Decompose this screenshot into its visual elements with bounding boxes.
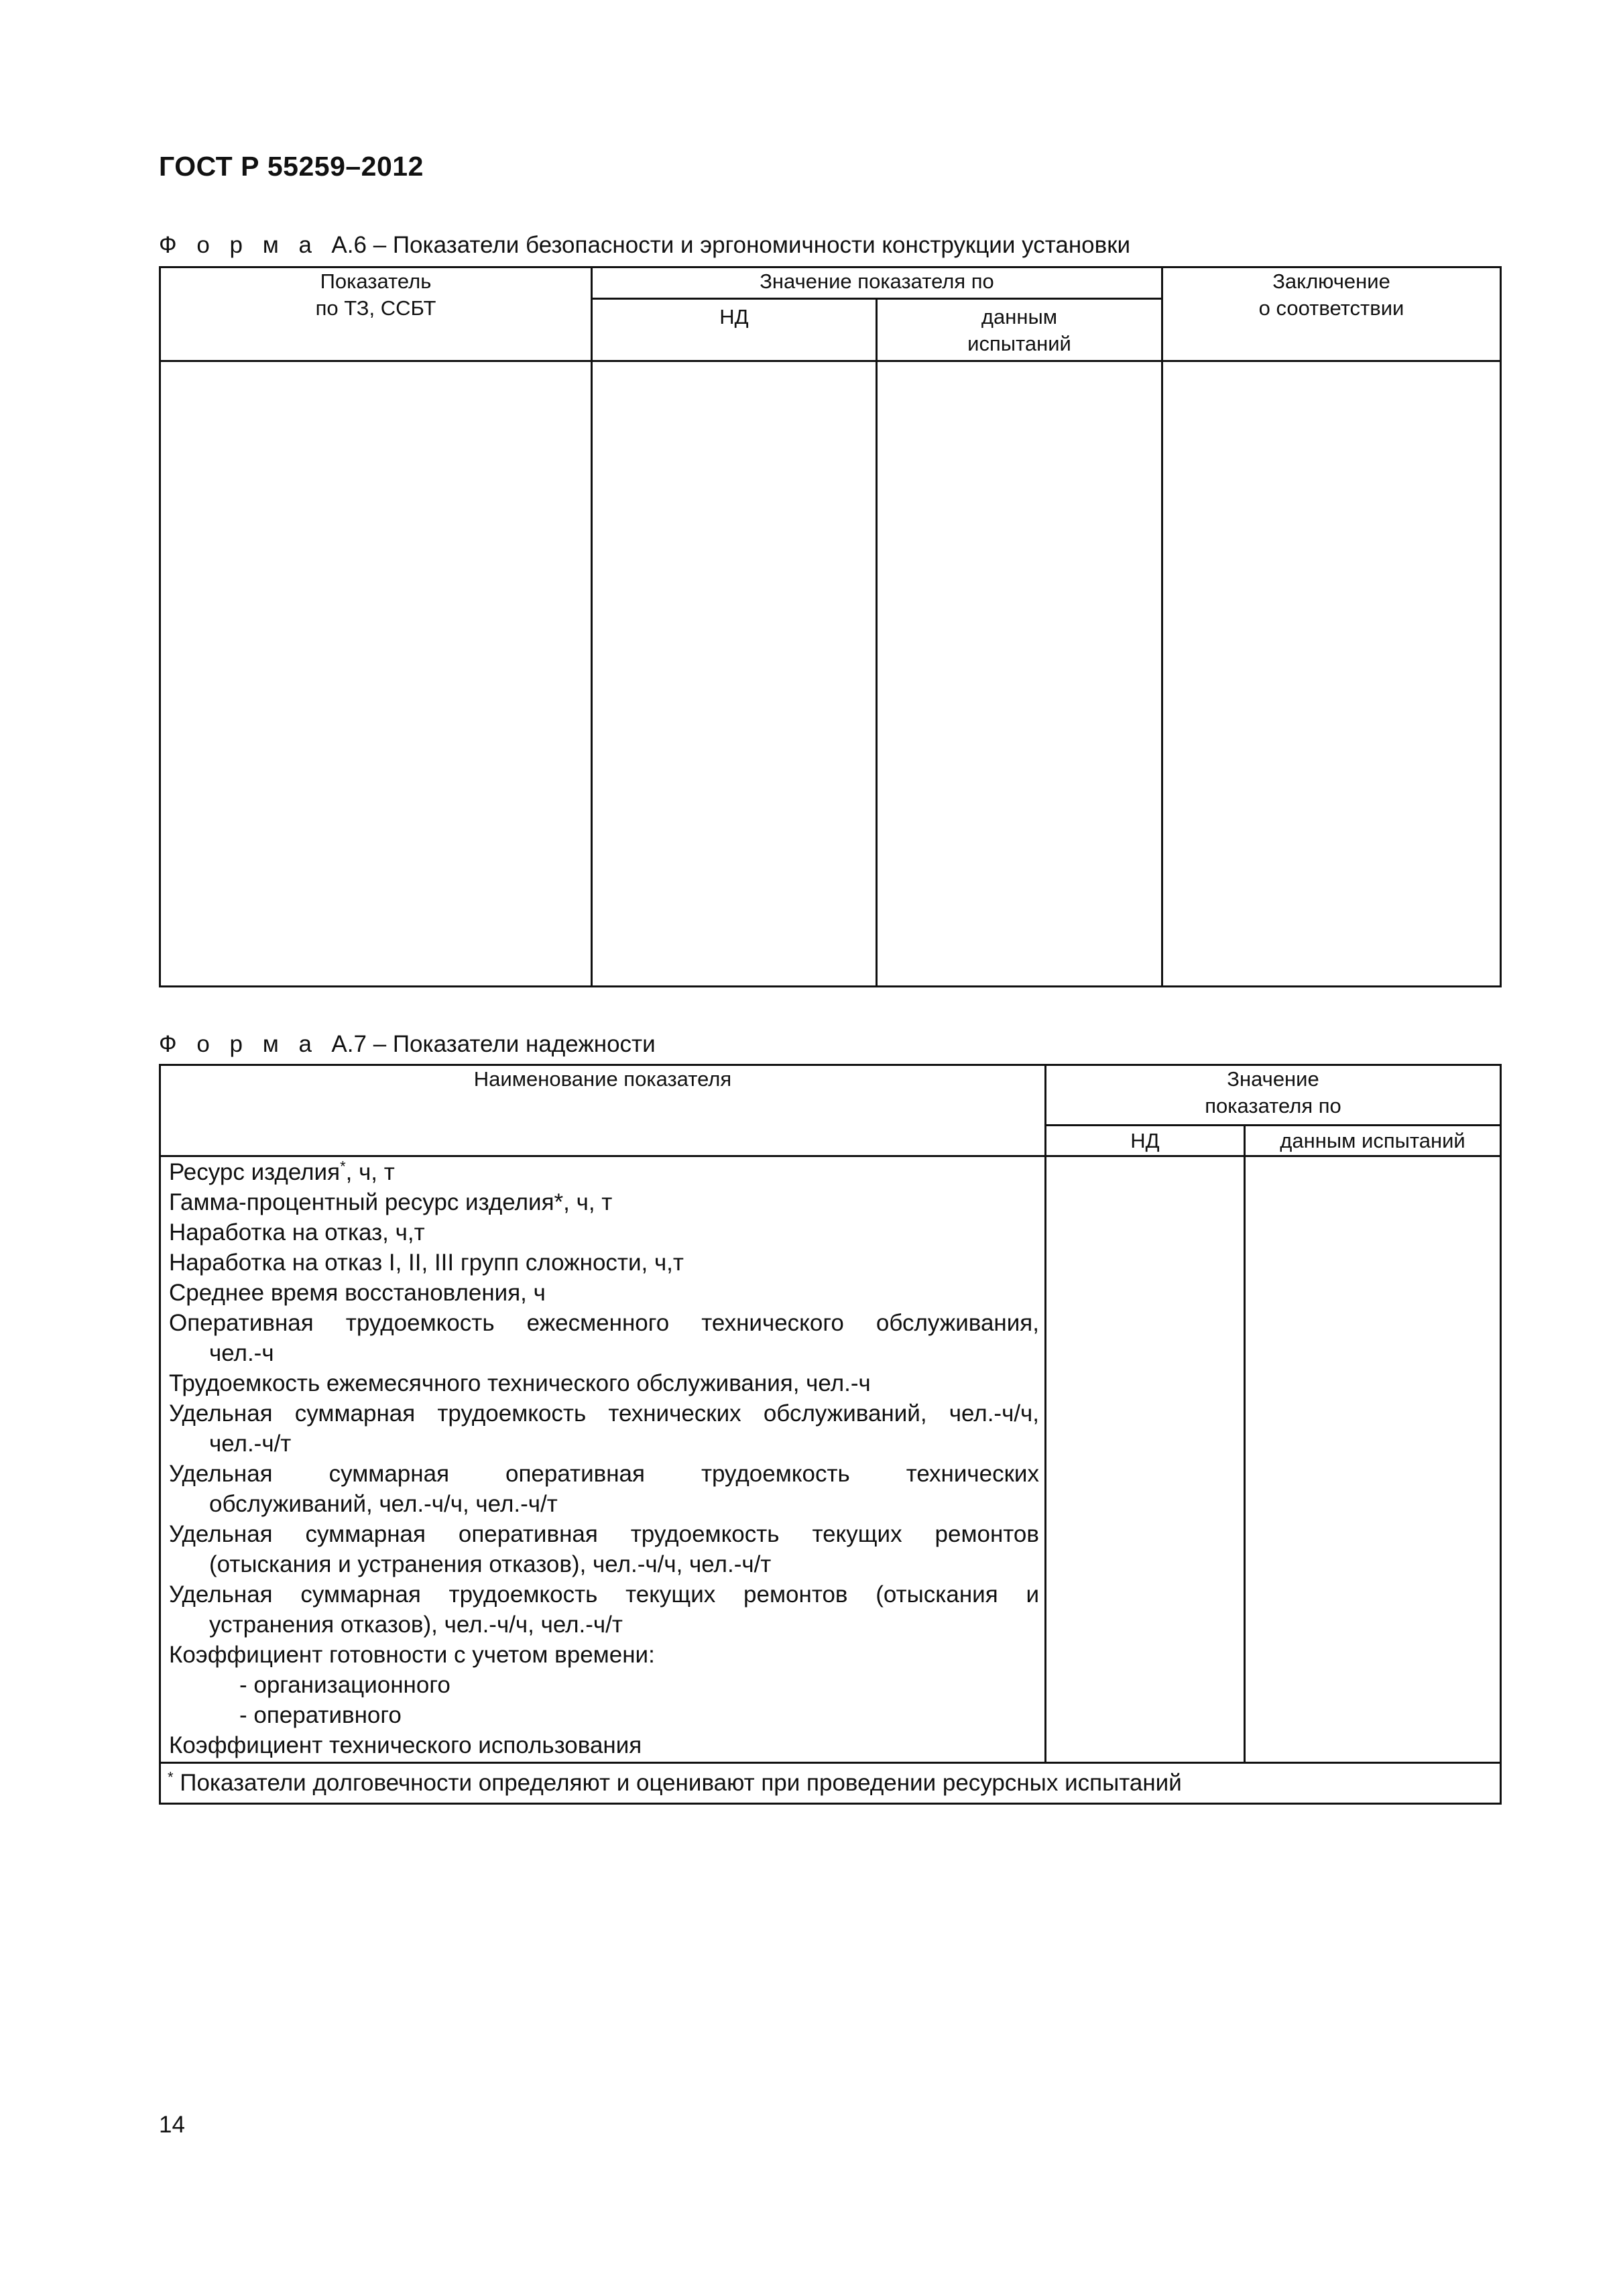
conclusion-header-line1: Заключение [1272, 269, 1390, 293]
table-row [160, 361, 1501, 987]
nd-cell [1046, 1156, 1245, 1763]
list-item-continuation: устранения отказов), чел.-ч/ч, чел.-ч/т [209, 1612, 623, 1638]
value-header-line2: показателя по [1205, 1094, 1341, 1117]
form-label: Ф о р м а [159, 232, 318, 258]
footnote-cell [160, 1763, 1501, 1804]
conclusion-header [1162, 267, 1501, 361]
nd-header: НД [1046, 1126, 1245, 1156]
list-item: Трудоемкость ежемесячного технического обслуживания, чел.-ч [169, 1370, 871, 1396]
list-item-continuation: обслуживаний, чел.-ч/ч, чел.-ч/т [209, 1491, 558, 1517]
test-data-header [877, 299, 1162, 361]
test-data-header: данным испытаний [1245, 1126, 1501, 1156]
list-item-continuation: чел.-ч/т [209, 1431, 292, 1457]
indicator-cell [160, 361, 592, 987]
list-subitem: - организационного [239, 1672, 450, 1698]
form-title: – Показатели надежности [373, 1031, 656, 1057]
test-data-header-line2: испытаний [967, 332, 1071, 355]
nd-cell [592, 361, 877, 987]
form-number: А.6 [331, 232, 367, 258]
form-a6-table [159, 266, 1502, 987]
indicator-resource: Ресурс изделия [169, 1159, 341, 1185]
footnote-row [160, 1763, 1501, 1804]
indicator-header-line1: Показатель [320, 269, 432, 293]
list-item: Удельная суммарная трудоемкость технических обслуживаний, чел.-ч/ч, [169, 1400, 1039, 1427]
list-item: Коэффициент готовности с учетом времени: [169, 1642, 655, 1668]
form-a7-caption [159, 1031, 656, 1058]
indicator-list [161, 1157, 1044, 1760]
form-title: – Показатели безопасности и эргономичности конструкции установки [373, 232, 1131, 258]
list-item: Оперативная трудоемкость ежесменного технического обслуживания, [169, 1310, 1039, 1336]
header-row [160, 1065, 1501, 1126]
form-label: Ф о р м а [159, 1031, 318, 1057]
conclusion-cell [1162, 361, 1501, 987]
list-item-continuation: чел.-ч [209, 1340, 274, 1366]
list-item: Удельная суммарная оперативная трудоемкость технических [169, 1461, 1039, 1487]
form-a6-caption [159, 232, 1130, 259]
form-number: А.7 [331, 1031, 367, 1057]
list-item: Гамма-процентный ресурс изделия*, ч, т [169, 1189, 613, 1215]
table-row [160, 1156, 1501, 1763]
test-data-cell [877, 361, 1162, 987]
list-item: Наработка на отказ, ч,т [169, 1219, 425, 1246]
indicator-resource-units: , ч, т [345, 1159, 395, 1185]
value-header-line1: Значение [1227, 1067, 1319, 1091]
list-subitem: - оперативного [239, 1702, 402, 1728]
list-item: Коэффициент технического использования [169, 1732, 642, 1758]
list-item-continuation: (отыскания и устранения отказов), чел.-ч/ч, чел.-ч/т [209, 1551, 772, 1577]
indicator-list-cell [160, 1156, 1046, 1763]
list-item: Удельная суммарная трудоемкость текущих ремонтов (отыскания и [169, 1581, 1039, 1608]
list-item [169, 1157, 1039, 1187]
test-data-cell [1245, 1156, 1501, 1763]
indicator-header [160, 267, 592, 361]
header-row [160, 267, 1501, 299]
conclusion-header-line2: о соответствии [1258, 296, 1404, 320]
list-item: Удельная суммарная оперативная трудоемкость текущих ремонтов [169, 1521, 1039, 1547]
form-a7-table [159, 1064, 1502, 1805]
indicator-name-header: Наименование показателя [160, 1065, 1046, 1156]
value-header: Значение показателя по [592, 267, 1162, 299]
page-number: 14 [159, 2112, 185, 2138]
nd-header: НД [592, 299, 877, 361]
value-header [1046, 1065, 1501, 1126]
list-item: Среднее время восстановления, ч [169, 1280, 546, 1306]
list-item: Наработка на отказ I, II, III групп сложности, ч,т [169, 1250, 684, 1276]
footnote-text: Показатели долговечности определяют и оценивают при проведении ресурсных испытаний [173, 1770, 1182, 1796]
indicator-header-line2: по ТЗ, ССБТ [315, 296, 436, 320]
footnote-mark: * [340, 1158, 346, 1175]
footnote-mark: * [168, 1768, 174, 1786]
test-data-header-line1: данным [981, 305, 1058, 328]
document-standard-title: ГОСТ Р 55259–2012 [159, 151, 424, 182]
